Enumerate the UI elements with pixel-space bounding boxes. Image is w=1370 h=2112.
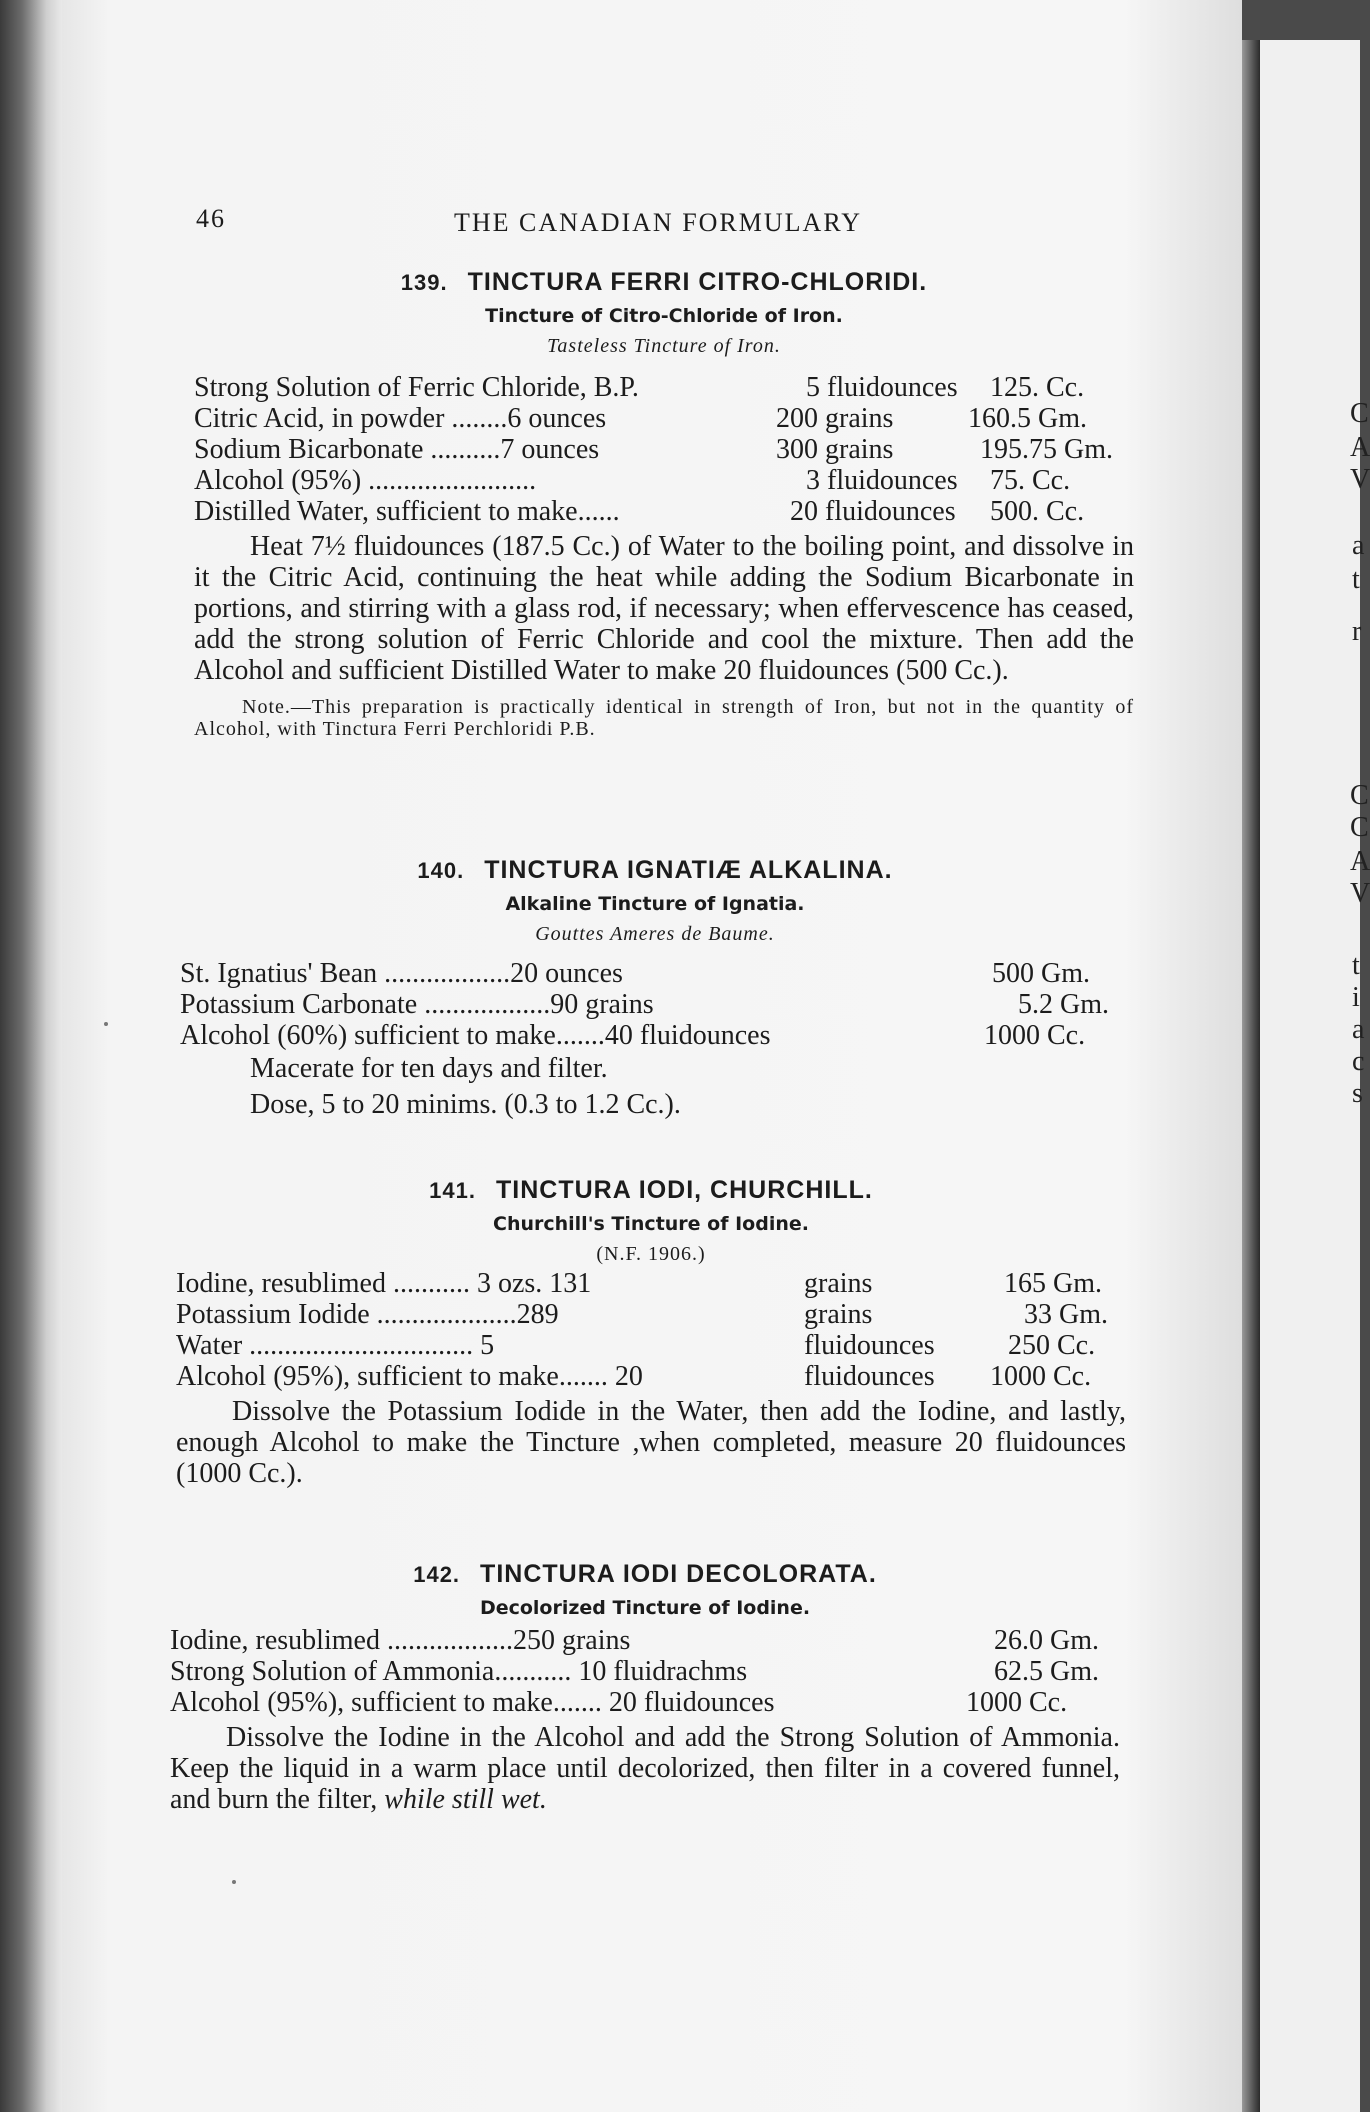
formula-title xyxy=(180,856,1130,885)
formula-141 xyxy=(176,1176,1126,1489)
metric-quantity: 1000 Cc. xyxy=(984,1020,1086,1051)
ingredient-row xyxy=(176,1299,1126,1330)
directions-paragraph: Heat 7½ fluidounces (187.5 Cc.) of Water to the boiling point, and dissolve in it the Citric Acid, continuing the heat while adding the Sodium Bicarbonate in portions, and stirring with a glass rod, if necessary; when effervescence has ceased, add the strong solution of Ferric Chloride and cool the mixture. Then add the Alcohol and sufficient Distilled Water to make 20 fluidounces (500 Cc.). xyxy=(194,531,1134,686)
facing-fragment: C xyxy=(1350,780,1369,811)
ingredient-row xyxy=(180,958,1130,989)
formula-alt-name: Gouttes Ameres de Baume. xyxy=(535,923,775,945)
metric-quantity: 33 Gm. xyxy=(1024,1299,1108,1330)
directions-paragraph: Dissolve the Potassium Iodide in the Water, then add the Iodine, and lastly, enough Alcohol to make the Tincture ,when completed, measure 20 fluidounces (1000 Cc.). xyxy=(176,1396,1126,1489)
metric-quantity: 1000 Cc. xyxy=(966,1687,1068,1718)
running-header xyxy=(196,204,896,244)
metric-quantity: 125. Cc. xyxy=(990,372,1085,403)
imperial-quantity: 5 fluidounces xyxy=(806,372,958,403)
ingredient-row xyxy=(170,1687,1120,1718)
formula-title xyxy=(170,1560,1120,1589)
formula-142 xyxy=(170,1560,1120,1815)
ingredient-row xyxy=(176,1361,1126,1392)
facing-fragment: s xyxy=(1352,1078,1363,1109)
ingredient-row xyxy=(194,403,1134,434)
facing-fragment: a xyxy=(1352,1014,1365,1045)
formula-number: 140. xyxy=(417,858,465,883)
ingredient-name: Strong Solution of Ammonia........... 10 fluidrachms xyxy=(170,1656,748,1687)
metric-quantity: 250 Cc. xyxy=(1008,1330,1096,1361)
facing-fragment: t xyxy=(1352,950,1360,981)
ingredient-name: St. Ignatius' Bean ..................20 ounces xyxy=(180,958,623,989)
ingredient-name: Citric Acid, in powder ........6 ounces xyxy=(194,403,607,434)
imperial-quantity: grains xyxy=(804,1299,873,1330)
metric-quantity: 165 Gm. xyxy=(1004,1268,1102,1299)
ingredient-name: Potassium Iodide ....................289 xyxy=(176,1299,559,1330)
metric-quantity: 75. Cc. xyxy=(990,465,1071,496)
metric-quantity: 195.75 Gm. xyxy=(980,434,1113,465)
book-spine-shadow xyxy=(0,0,62,2112)
formula-latin-name: TINCTURA IGNATIÆ ALKALINA. xyxy=(484,856,893,884)
ingredient-name: Iodine, resublimed ........... 3 ozs. 131 xyxy=(176,1268,592,1299)
dose-line: Dose, 5 to 20 minims. (0.3 to 1.2 Cc.). xyxy=(250,1089,681,1120)
directions-paragraph xyxy=(170,1722,1120,1815)
metric-quantity: 160.5 Gm. xyxy=(968,403,1087,434)
ingredient-row xyxy=(180,1020,1130,1051)
metric-quantity: 62.5 Gm. xyxy=(994,1656,1099,1687)
imperial-quantity: 20 fluidounces xyxy=(790,496,956,527)
facing-fragment: V xyxy=(1350,878,1370,909)
metric-quantity: 500. Cc. xyxy=(990,496,1085,527)
formula-139 xyxy=(194,268,1134,740)
formula-english-name: Tincture of Citro-Chloride of Iron. xyxy=(485,305,843,327)
formula-number: 141. xyxy=(429,1178,476,1203)
page-gutter xyxy=(1242,40,1260,2112)
formula-number: 142. xyxy=(413,1562,461,1587)
formula-latin-name: TINCTURA FERRI CITRO-CHLORIDI. xyxy=(467,268,928,296)
ingredient-row xyxy=(194,465,1134,496)
ingredient-name: Sodium Bicarbonate ..........7 ounces xyxy=(194,434,600,465)
ingredient-name: Strong Solution of Ferric Chloride, B.P. xyxy=(194,372,639,403)
ingredient-name: Iodine, resublimed ..................250 grains xyxy=(170,1625,631,1656)
metric-quantity: 26.0 Gm. xyxy=(994,1625,1099,1656)
formula-alt-name: (N.F. 1906.) xyxy=(596,1243,706,1265)
ingredient-row xyxy=(176,1330,1126,1361)
imperial-quantity: grains xyxy=(804,1268,873,1299)
facing-fragment: i xyxy=(1352,982,1360,1013)
ingredient-name: Potassium Carbonate ..................90 grains xyxy=(180,989,654,1020)
formula-alt-name: Tasteless Tincture of Iron. xyxy=(547,335,781,357)
formula-title xyxy=(176,1176,1126,1205)
formula-english-name: Alkaline Tincture of Ignatia. xyxy=(505,893,805,915)
facing-fragment: V xyxy=(1350,464,1370,495)
note-paragraph: Note.—This preparation is practically identical in strength of Iron, but not in the quantity of Alcohol, with Tinctura Ferri Perchloridi P.B. xyxy=(194,696,1134,740)
ingredient-name: Alcohol (95%) ........................ xyxy=(194,465,537,496)
facing-fragment: A xyxy=(1350,846,1370,877)
facing-fragment: C xyxy=(1350,812,1369,843)
directions-text: Dissolve the Iodine in the Alcohol and add the Strong Solution of Ammonia. Keep the liquid in a warm place until decolorized, then filter in a covered funnel, and burn the filter, xyxy=(170,1722,1120,1815)
ingredient-row xyxy=(180,989,1130,1020)
ingredient-row xyxy=(194,434,1134,465)
ingredient-row xyxy=(194,372,1134,403)
ingredient-name: Alcohol (95%), sufficient to make....... 20 fluidounces xyxy=(170,1687,775,1718)
facing-fragment: A xyxy=(1350,432,1370,463)
ingredient-name: Alcohol (95%), sufficient to make....... 20 xyxy=(176,1361,643,1392)
running-title: THE CANADIAN FORMULARY xyxy=(454,208,863,237)
metric-quantity: 1000 Cc. xyxy=(990,1361,1092,1392)
direction-line: Macerate for ten days and filter. xyxy=(250,1053,608,1084)
directions-emphasis: while still wet. xyxy=(384,1784,547,1815)
paper-speck xyxy=(232,1880,236,1884)
formula-title xyxy=(194,268,1134,297)
formula-140 xyxy=(180,856,1130,1123)
imperial-quantity: fluidounces xyxy=(804,1330,935,1361)
facing-fragment: r xyxy=(1352,616,1362,647)
formula-number: 139. xyxy=(400,270,448,295)
ingredient-row xyxy=(170,1656,1120,1687)
page-number: 46 xyxy=(196,204,226,233)
imperial-quantity: 3 fluidounces xyxy=(806,465,958,496)
ingredient-name: Alcohol (60%) sufficient to make.......40 fluidounces xyxy=(180,1020,771,1051)
formula-latin-name: TINCTURA IODI DECOLORATA. xyxy=(480,1560,877,1588)
ingredient-name: Distilled Water, sufficient to make...... xyxy=(194,496,620,527)
metric-quantity: 5.2 Gm. xyxy=(1018,989,1109,1020)
facing-page-edge xyxy=(1260,40,1370,2112)
facing-fragment: c xyxy=(1352,1046,1365,1077)
formula-latin-name: TINCTURA IODI, CHURCHILL. xyxy=(496,1176,873,1204)
ingredient-name: Water ................................ 5 xyxy=(176,1330,495,1361)
imperial-quantity: fluidounces xyxy=(804,1361,935,1392)
imperial-quantity: 300 grains xyxy=(776,434,894,465)
ingredient-row xyxy=(194,496,1134,527)
facing-fragment: a xyxy=(1352,530,1365,561)
ingredient-row xyxy=(170,1625,1120,1656)
imperial-quantity: 200 grains xyxy=(776,403,894,434)
formula-english-name: Churchill's Tincture of Iodine. xyxy=(493,1213,809,1235)
facing-fragment: C xyxy=(1350,398,1369,429)
formula-english-name: Decolorized Tincture of Iodine. xyxy=(479,1597,811,1619)
metric-quantity: 500 Gm. xyxy=(992,958,1090,989)
paper-speck xyxy=(104,1022,108,1026)
ingredient-row xyxy=(176,1268,1126,1299)
facing-fragment: t xyxy=(1352,564,1360,595)
